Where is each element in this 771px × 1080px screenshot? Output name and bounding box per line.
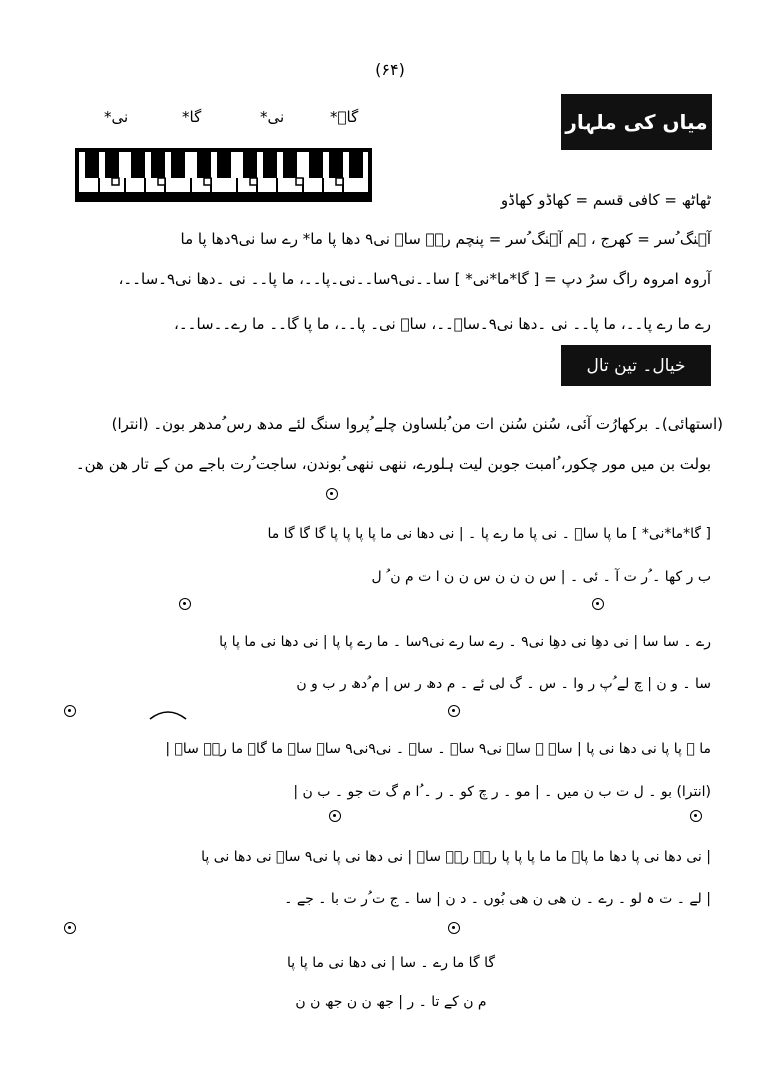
notation-swar-row: رے ۔ سا سا | نی دھِا نی دھِا نی٩ ۔ رے سا رے نی٩سا ۔ ما رے پا پا | نی دھا نی ما پا پا — [219, 634, 711, 650]
sam-marker-icon — [64, 705, 76, 717]
key-notes — [96, 108, 359, 138]
note-label: گا* — [182, 108, 202, 126]
note-label: نی* — [260, 108, 285, 126]
sam-marker-icon — [592, 598, 604, 610]
notation-swar-row: گا گا ما رے ۔ سا | نی دھا نی ما پا پا — [286, 955, 495, 971]
notation-swar-row: | نی دھا نی پا دھا ما پا۔ ما ما پا پا پا رےؔ رےؔ ساؔ | نی دھا نی پا نی٩ ساؔ نی دھا نی پا — [201, 849, 711, 865]
notation-swar-row: [ گا*ما*نی* ] ما پا ساؔ ۔ نی پا ما رے پا ۔ | نی دھا نی ما پا پا پا پا گا گا گا ما — [267, 526, 711, 542]
section-title: خیال۔ تین تال — [561, 345, 711, 386]
sam-marker-icon — [179, 598, 191, 610]
notation-bol-row: ب ر کھا ۔ ُر ت آ ۔ ئی ۔ | س ن ن ن س ن ن ا ت م ن ُ ل — [371, 569, 711, 585]
sam-marker-icon — [448, 705, 460, 717]
page-number: (۶۴) — [375, 60, 405, 79]
aroh-line: آروہ امروہ راگ سرُ دپ = [ گا*ما*نی* ] سا۔۔نی٩سا۔۔نی۔پا۔۔، ما پا۔۔ نی ۔دھا نی٩۔سا۔۔، — [118, 270, 711, 288]
notation-bol-row: (انترا) بو ۔ ل ت ب ن میں ۔ | مو ۔ ر چ کو ۔ ر ۔ ُا م گ ت جو ۔ ب ن | — [293, 784, 711, 800]
notation-swar-row: ما ۔ پا پا نی دھا نی پا | ساؔ ۔ ساؔ نی٩ ساؔ ۔ ساؔ ۔ نی٩نی٩ ساؔ ساؔ ما گا۔ ما رےؔ ساؔ | — [165, 741, 711, 757]
aroh-line-2: رے ما رے پا۔۔، ما پا۔۔ نی ۔دھا نی٩۔ساؔ۔۔، ساؔ نی۔ پا۔۔، ما پا گا۔۔ ما رے۔۔سا۔۔، — [174, 315, 711, 333]
lyrics-line: (استھائی)۔ برکھارُت آئی، سُنن سُنن ات من ُبلساون چلے ُپروا سنگ لئے مدھ رس ُمدھر بون۔ (انترا) — [111, 415, 723, 433]
notation-bol-row: | لے ۔ ت ہ لو ۔ رے ۔ ن ھی ن ھی بُوں ۔ د ن | سا ۔ ج ت ُر ت با ۔ جے ۔ — [284, 891, 711, 907]
sam-marker-icon — [64, 922, 76, 934]
note-label: نی* — [104, 108, 129, 126]
lyrics-line: بولت بن میں مور چکور، ُامبت جوبن لیت ہلورے، ننھی ننھی ُبوندن، ساجت ُرت باجے من کے تار ھن ھن۔ — [75, 455, 711, 473]
sam-marker-icon — [448, 922, 460, 934]
sam-marker-icon — [326, 488, 338, 500]
notation-bol-row: م ن کے تا ۔ ر | جھ ن ن جھ ن ن — [295, 994, 487, 1010]
sam-marker-icon — [329, 810, 341, 822]
thaat-line: ٹھاٹھ = کافی قسم = کھاڈو کھاڈو — [500, 191, 711, 209]
slur-icon — [148, 707, 188, 721]
swar-line: آہنگ ُسر = کھرج ، ہم آہنگ ُسر = پنچم رےؔ ساؔ نی٩ دھا پا ما* رے سا نی٩دھا پا ما — [180, 230, 711, 248]
notation-bol-row: سا ۔ و ن | چ لے ُپ ر وا ۔ س ۔ گ لی ئے ۔ م دھ ر س | م ُدھ ر ب و ن — [296, 676, 711, 692]
sam-marker-icon — [690, 810, 702, 822]
note-label: گاؔ* — [330, 108, 359, 126]
raag-title: میاں کی ملہار — [561, 94, 712, 150]
